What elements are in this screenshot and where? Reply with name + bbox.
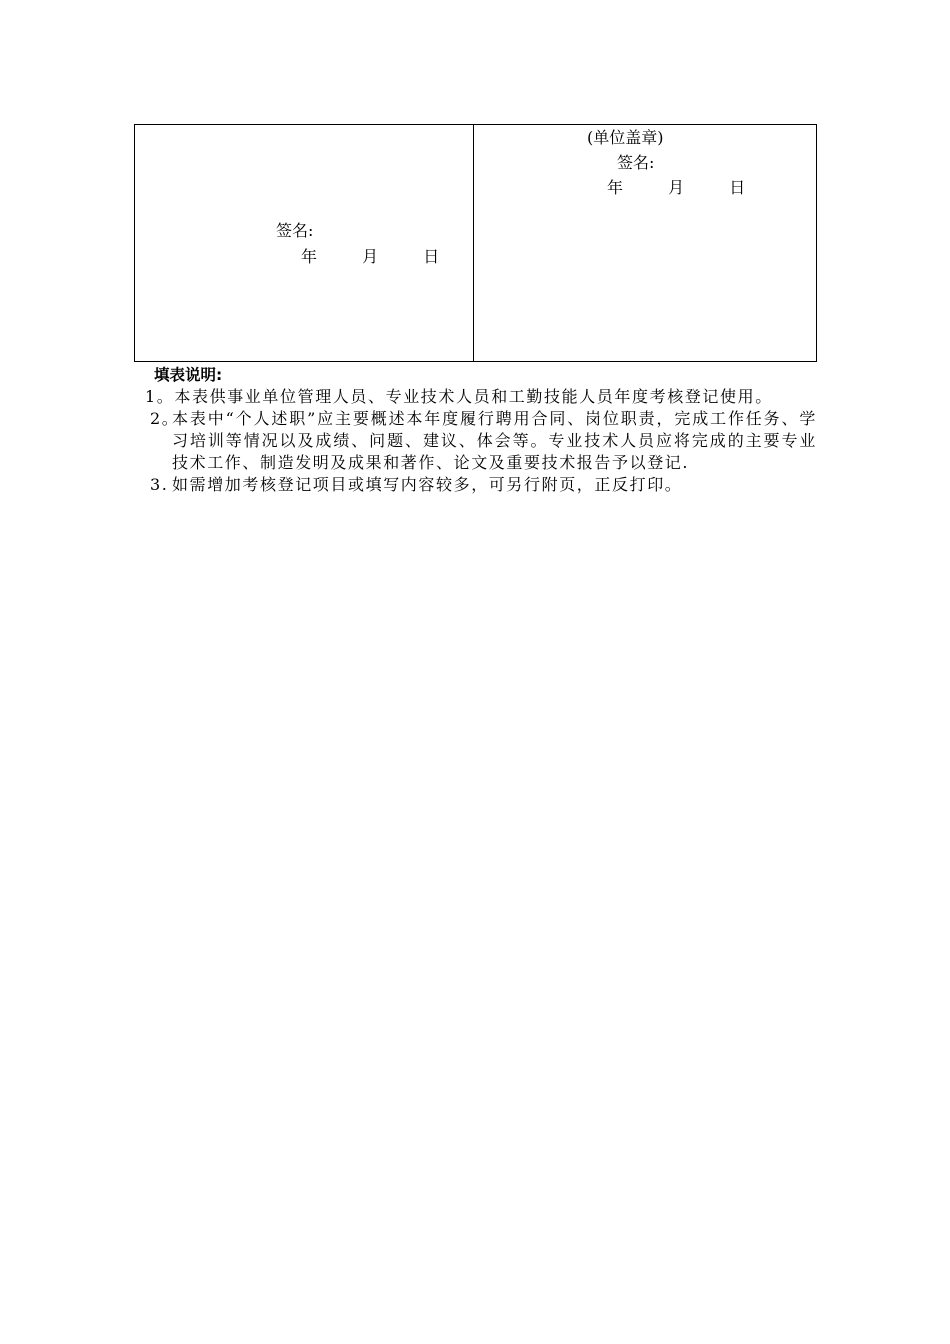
- instruction-number: 1。: [145, 387, 175, 406]
- instruction-item-1: [134, 386, 817, 408]
- instruction-number: 3.: [150, 475, 169, 494]
- left-day-label: 日: [423, 247, 440, 266]
- instruction-item-2: [134, 408, 817, 474]
- right-sign-label: 签名:: [617, 153, 655, 172]
- instruction-text: 本表中“个人述职”应主要概述本年度履行聘用合同、岗位职责，完成工作任务、学习培训等情况以及成绩、问题、建议、体会等。专业技术人员应将完成的主要专业技术工作、制造发明及成果和著作、论文及重要技术报告予以登记.: [172, 409, 817, 472]
- instruction-item-3: [134, 474, 817, 496]
- right-month-label: 月: [668, 178, 685, 197]
- left-sign-label: 签名:: [276, 221, 314, 240]
- left-year-label: 年: [301, 247, 318, 266]
- instruction-text: 本表供事业单位管理人员、专业技术人员和工勤技能人员年度考核登记使用。: [174, 387, 773, 406]
- instructions-title: 填表说明:: [154, 366, 223, 384]
- instruction-text: 如需增加考核登记项目或填写内容较多，可另行附页，正反打印。: [172, 475, 683, 494]
- unit-seal-label: (单位盖章): [587, 128, 664, 147]
- instruction-number: 2。: [150, 409, 180, 428]
- fill-instructions: [134, 364, 817, 496]
- left-date-row: [301, 247, 439, 267]
- left-month-label: 月: [362, 247, 379, 266]
- right-day-label: 日: [729, 178, 746, 197]
- right-date-row: [607, 178, 745, 198]
- cell-divider: [473, 125, 474, 361]
- right-year-label: 年: [607, 178, 624, 197]
- signature-table: [134, 124, 817, 362]
